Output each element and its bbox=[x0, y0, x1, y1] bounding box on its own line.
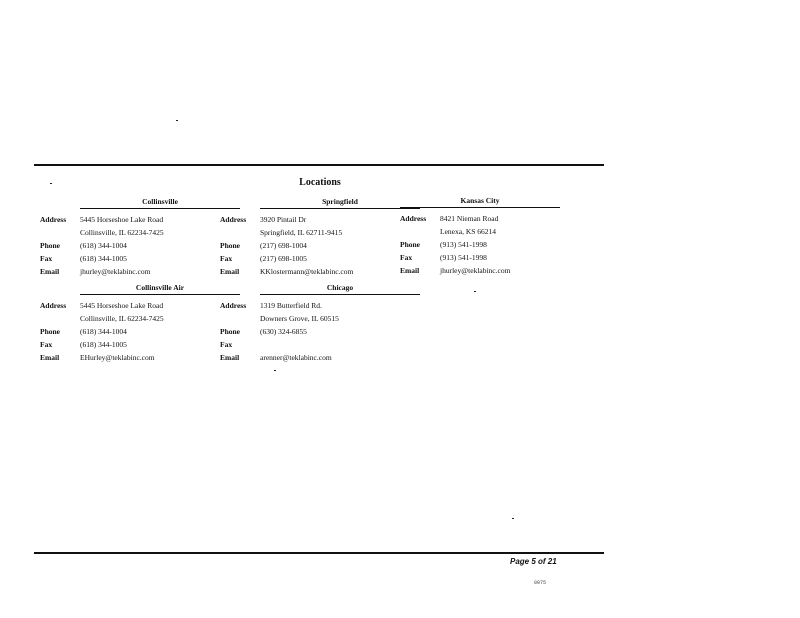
address-label: Address bbox=[40, 215, 67, 224]
phone-value: (618) 344-1004 bbox=[80, 327, 127, 336]
email-value: KKlostermann@teklabinc.com bbox=[260, 267, 354, 276]
scan-speck bbox=[50, 183, 52, 184]
phone-label: Phone bbox=[40, 327, 61, 336]
bottom-rule bbox=[34, 552, 604, 554]
email-value: EHurley@teklabinc.com bbox=[80, 353, 155, 362]
fax-label: Fax bbox=[40, 340, 53, 349]
scan-speck bbox=[176, 120, 178, 121]
address-line-2: Lenexa, KS 66214 bbox=[440, 227, 497, 236]
address-line-2: Collinsville, IL 62234-7425 bbox=[80, 314, 164, 323]
fax-value: (217) 698-1005 bbox=[260, 254, 307, 263]
page-number: Page 5 of 21 bbox=[510, 557, 557, 566]
phone-value: (630) 324-6855 bbox=[260, 327, 307, 336]
address-line-1: 8421 Nieman Road bbox=[440, 214, 499, 223]
email-value: jhurley@teklabinc.com bbox=[440, 266, 511, 275]
fax-value bbox=[260, 338, 400, 351]
address-label: Address bbox=[220, 301, 247, 310]
address-line-2: Downers Grove, IL 60515 bbox=[260, 314, 339, 323]
address-label: Address bbox=[40, 301, 67, 310]
phone-label: Phone bbox=[220, 327, 241, 336]
location-kansas-city bbox=[400, 196, 580, 277]
email-label: Email bbox=[400, 266, 420, 275]
fax-label: Fax bbox=[220, 340, 233, 349]
scan-speck bbox=[274, 370, 276, 371]
email-label: Email bbox=[40, 267, 60, 276]
phone-value: (913) 541-1998 bbox=[440, 240, 487, 249]
location-collinsville bbox=[40, 197, 220, 278]
fax-label: Fax bbox=[400, 253, 413, 262]
email-value: jhurley@teklabinc.com bbox=[80, 267, 151, 276]
fax-value: (618) 344-1005 bbox=[80, 340, 127, 349]
fax-value: (618) 344-1005 bbox=[80, 254, 127, 263]
phone-value: (217) 698-1004 bbox=[260, 241, 307, 250]
email-label: Email bbox=[220, 353, 240, 362]
location-chicago bbox=[220, 283, 400, 364]
location-name: Springfield bbox=[260, 197, 420, 209]
address-label: Address bbox=[400, 214, 427, 223]
email-label: Email bbox=[220, 267, 240, 276]
location-name: Chicago bbox=[260, 283, 420, 295]
page-title: Locations bbox=[299, 177, 341, 188]
scan-speck bbox=[474, 291, 476, 292]
email-label: Email bbox=[40, 353, 60, 362]
address-line-1: 5445 Horseshoe Lake Road bbox=[80, 215, 164, 224]
fax-value: (913) 541-1998 bbox=[440, 253, 487, 262]
fax-label: Fax bbox=[40, 254, 53, 263]
scan-speck bbox=[512, 518, 514, 519]
address-line-1: 5445 Horseshoe Lake Road bbox=[80, 301, 164, 310]
document-stamp: 0075 bbox=[534, 580, 547, 586]
phone-value: (618) 344-1004 bbox=[80, 241, 127, 250]
email-value: arenner@teklabinc.com bbox=[260, 353, 332, 362]
location-name: Collinsville Air bbox=[80, 283, 240, 295]
phone-label: Phone bbox=[400, 240, 421, 249]
address-line-1: 1319 Butterfield Rd. bbox=[260, 301, 322, 310]
address-line-2: Springfield, IL 62711-9415 bbox=[260, 228, 343, 237]
address-line-1: 3920 Pintail Dr bbox=[260, 215, 307, 224]
location-name: Kansas City bbox=[400, 196, 560, 208]
address-line-2: Collinsville, IL 62234-7425 bbox=[80, 228, 164, 237]
location-collinsville-air bbox=[40, 283, 220, 364]
phone-label: Phone bbox=[220, 241, 241, 250]
phone-label: Phone bbox=[40, 241, 61, 250]
location-name: Collinsville bbox=[80, 197, 240, 209]
location-springfield bbox=[220, 197, 400, 278]
address-label: Address bbox=[220, 215, 247, 224]
top-rule bbox=[34, 164, 604, 166]
fax-label: Fax bbox=[220, 254, 233, 263]
